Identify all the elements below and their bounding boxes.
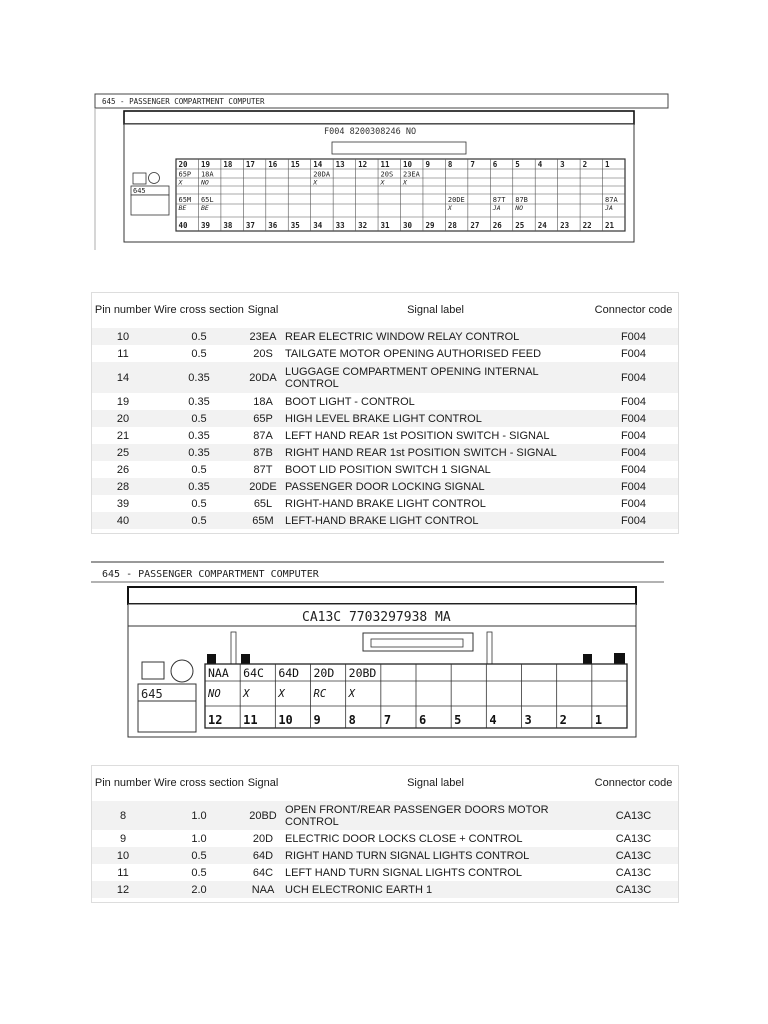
cell-pin: 12 <box>92 881 154 898</box>
diagram-title: 645 - PASSENGER COMPARTMENT COMPUTER <box>102 569 319 580</box>
cell-wire: 0.5 <box>154 328 244 345</box>
cell-code: F004 <box>589 444 678 461</box>
cell-wire: 0.35 <box>154 444 244 461</box>
pin-number: 1 <box>605 160 610 169</box>
diagram-title: 645 - PASSENGER COMPARTMENT COMPUTER <box>102 97 265 106</box>
pin-number: 34 <box>313 221 323 230</box>
cell-signal: 20S <box>253 347 273 360</box>
pin-number: 8 <box>447 160 453 169</box>
pin-grid <box>205 664 627 728</box>
pin-number: 22 <box>582 221 592 230</box>
cell-signal: 65L <box>253 497 273 510</box>
cell-wire: 0.5 <box>191 866 207 879</box>
pin-signal: 64D <box>278 666 300 680</box>
pin-number: 17 <box>245 160 255 169</box>
table-row <box>92 495 678 512</box>
connector-diagram-ca13c <box>0 555 768 745</box>
pin-signal: 65L <box>200 196 214 204</box>
cell-label: REAR ELECTRIC WINDOW RELAY CONTROL <box>282 328 589 345</box>
pin-signal: 20D <box>313 666 335 680</box>
cell-code: F004 <box>620 463 647 476</box>
table-row <box>92 847 678 864</box>
cell-label: HIGH LEVEL BRAKE LIGHT CONTROL <box>282 410 589 427</box>
pin-table-ca13c <box>91 765 679 903</box>
cell-label: LEFT HAND TURN SIGNAL LIGHTS CONTROL <box>285 866 522 879</box>
table-row <box>92 512 678 529</box>
pin-code: NO <box>515 204 524 212</box>
cell-label: RIGHT HAND REAR 1st POSITION SWITCH - SIGNAL <box>282 444 589 461</box>
pin-table <box>92 766 678 898</box>
cell-pin: 11 <box>117 866 129 879</box>
cell-signal: 20DA <box>244 362 282 393</box>
cell-wire: 0.35 <box>154 478 244 495</box>
cell-code: CA13C <box>615 832 652 845</box>
module-label: 645 <box>141 687 163 701</box>
pin-number: 12 <box>358 160 368 169</box>
cell-pin: 11 <box>117 347 129 360</box>
pin-number: 11 <box>243 713 258 727</box>
connector-label: F004 8200308246 NO <box>324 127 417 137</box>
cell-code: F004 <box>589 410 678 427</box>
header-pin-number: Pin number <box>94 777 152 789</box>
connector-diagram-f004 <box>0 0 768 260</box>
pin-number: 3 <box>524 713 532 727</box>
pin-number: 5 <box>515 160 520 169</box>
pin-code: X <box>380 178 385 187</box>
pin-number: 28 <box>447 221 457 230</box>
pin-signal: 20S <box>380 170 394 179</box>
table-row <box>92 362 678 393</box>
cell-signal: 18A <box>253 395 273 408</box>
pin-number: 19 <box>200 160 210 169</box>
table-row <box>92 830 678 847</box>
pin-code: NO <box>208 688 221 700</box>
pin-number: 24 <box>537 221 547 230</box>
header-wire-cross-section: Wire cross section <box>154 777 244 789</box>
cell-pin: 25 <box>92 444 154 461</box>
cell-pin: 28 <box>92 478 154 495</box>
cell-pin: 10 <box>92 328 154 345</box>
cell-code: F004 <box>589 328 678 345</box>
connector-label: CA13C 7703297938 MA <box>302 610 451 625</box>
header-connector-code: Connector code <box>594 777 673 789</box>
table-row <box>92 881 678 898</box>
pin-number: 25 <box>515 221 525 230</box>
pin-code: JA <box>492 204 501 212</box>
pin-code: JA <box>605 204 613 212</box>
pin-number: 21 <box>605 221 615 230</box>
cell-pin: 8 <box>92 801 154 830</box>
cell-label: TAILGATE MOTOR OPENING AUTHORISED FEED <box>285 347 542 360</box>
cell-signal: NAA <box>244 881 282 898</box>
cell-code: F004 <box>589 362 678 393</box>
pin-number: 2 <box>582 160 588 169</box>
cell-signal: 87T <box>253 463 273 476</box>
table-row <box>92 393 678 410</box>
pin-code: X <box>447 204 452 212</box>
cell-code: F004 <box>589 512 678 529</box>
pin-number: 7 <box>470 160 475 169</box>
pin-number: 11 <box>380 160 390 169</box>
pin-number: 39 <box>200 221 210 230</box>
pin-signal: 20DA <box>313 170 331 179</box>
pin-signal: 87A <box>605 196 618 204</box>
pin-number: 6 <box>492 160 498 169</box>
cell-signal: 23EA <box>244 328 282 345</box>
cell-wire: 2.0 <box>154 881 244 898</box>
pin-number: 9 <box>425 160 430 169</box>
cell-signal: 64D <box>244 847 282 864</box>
cell-label: BOOT LID POSITION SWITCH 1 SIGNAL <box>285 463 491 476</box>
cell-code: F004 <box>620 497 647 510</box>
cell-pin: 26 <box>116 463 130 476</box>
cell-wire: 1.0 <box>191 832 207 845</box>
pin-number: 18 <box>223 160 233 169</box>
table-row <box>92 864 678 881</box>
pin-signal: 20DE <box>447 196 465 204</box>
cell-label: BOOT LIGHT - CONTROL <box>285 395 415 408</box>
pin-number: 31 <box>380 221 390 230</box>
pin-number: 9 <box>313 713 321 727</box>
pin-number: 30 <box>403 221 413 230</box>
pin-number: 23 <box>560 221 570 230</box>
pin-signal: 87B <box>515 196 528 204</box>
pin-number: 3 <box>560 160 565 169</box>
table-row <box>92 345 678 362</box>
cell-code: CA13C <box>615 866 652 879</box>
pin-code: NO <box>200 178 209 187</box>
pin-code: RC <box>313 688 327 700</box>
cell-label: OPEN FRONT/REAR PASSENGER DOORS MOTOR CONTROL <box>282 801 589 830</box>
table-row <box>92 410 678 427</box>
pin-number: 10 <box>278 713 293 727</box>
cell-wire: 0.35 <box>188 429 210 442</box>
cell-code: F004 <box>620 395 647 408</box>
header-wire-cross-section: Wire cross section <box>154 304 244 316</box>
pin-number: 38 <box>223 221 233 230</box>
pin-number: 8 <box>348 713 356 727</box>
cell-label: PASSENGER DOOR LOCKING SIGNAL <box>282 478 589 495</box>
pin-number: 2 <box>559 713 567 727</box>
pin-signal: 65M <box>178 196 192 204</box>
cell-label: RIGHT HAND TURN SIGNAL LIGHTS CONTROL <box>282 847 589 864</box>
cell-pin: 20 <box>92 410 154 427</box>
cell-signal: 65M <box>244 512 282 529</box>
pin-signal: 18A <box>200 170 214 179</box>
cell-signal: 87B <box>244 444 282 461</box>
pin-number: 4 <box>537 160 543 169</box>
pin-code: X <box>313 178 318 187</box>
cell-wire: 0.5 <box>154 410 244 427</box>
cell-wire: 0.5 <box>191 463 207 476</box>
cell-code: F004 <box>620 347 647 360</box>
cell-signal: 20BD <box>244 801 282 830</box>
cell-label: ELECTRIC DOOR LOCKS CLOSE + CONTROL <box>285 832 523 845</box>
pin-number: 36 <box>268 221 278 230</box>
pin-number: 16 <box>268 160 278 169</box>
cell-pin: 21 <box>116 429 130 442</box>
cell-signal: 87A <box>253 429 273 442</box>
pin-signal: NAA <box>208 666 229 680</box>
pin-signal: 87T <box>492 196 506 204</box>
header-signal-label: Signal label <box>407 777 464 789</box>
pin-number: 13 <box>335 160 345 169</box>
pin-code: BE <box>178 204 187 212</box>
pin-number: 37 <box>245 221 255 230</box>
cell-pin: 10 <box>92 847 154 864</box>
cell-pin: 19 <box>116 395 130 408</box>
table-row <box>92 444 678 461</box>
pin-number: 10 <box>403 160 413 169</box>
cell-wire: 1.0 <box>154 801 244 830</box>
table-row <box>92 427 678 444</box>
pin-code: BE <box>200 204 209 212</box>
table-row <box>92 801 678 830</box>
cell-signal: 20D <box>252 832 274 845</box>
table-row <box>92 328 678 345</box>
pin-number: 7 <box>383 713 392 727</box>
cell-label: LEFT HAND REAR 1st POSITION SWITCH - SIGNAL <box>285 429 550 442</box>
pin-number: 12 <box>208 713 223 727</box>
cell-label: RIGHT-HAND BRAKE LIGHT CONTROL <box>285 497 486 510</box>
cell-code: F004 <box>589 478 678 495</box>
cell-pin: 14 <box>92 362 154 393</box>
pin-table-f004 <box>91 292 679 534</box>
cell-signal: 64C <box>252 866 274 879</box>
cell-signal: 65P <box>244 410 282 427</box>
pin-number: 4 <box>489 713 497 727</box>
table-row <box>92 461 678 478</box>
pin-signal: 20BD <box>348 666 377 680</box>
pin-code: X <box>278 688 285 700</box>
pin-code: X <box>348 688 355 700</box>
cell-code: CA13C <box>589 847 678 864</box>
pin-number: 15 <box>290 160 300 169</box>
cell-code: CA13C <box>589 801 678 830</box>
header-signal: Signal <box>247 777 279 789</box>
pin-number: 14 <box>313 160 323 169</box>
cell-wire: 0.5 <box>191 347 207 360</box>
pin-number: 5 <box>454 713 462 727</box>
pin-number: 27 <box>470 221 480 230</box>
pin-signal: 23EA <box>403 170 420 179</box>
cell-wire: 0.35 <box>188 395 210 408</box>
cell-label: LUGGAGE COMPARTMENT OPENING INTERNAL CONTROL <box>282 362 589 393</box>
cell-pin: 40 <box>92 512 154 529</box>
header-connector-code: Connector code <box>594 304 673 316</box>
pin-code: X <box>243 688 250 700</box>
cell-wire: 0.5 <box>154 512 244 529</box>
table-row <box>92 478 678 495</box>
pin-code: X <box>178 178 183 187</box>
module-label: 645 <box>133 187 146 195</box>
cell-pin: 39 <box>116 497 130 510</box>
pin-number: 32 <box>358 221 368 230</box>
pin-number: 1 <box>594 713 603 727</box>
header-signal: Signal <box>247 304 279 316</box>
pin-number: 35 <box>290 221 300 230</box>
cell-code: F004 <box>620 429 647 442</box>
cell-code: CA13C <box>589 881 678 898</box>
pin-code: X <box>403 178 407 187</box>
pin-grid <box>176 159 625 231</box>
header-signal-label: Signal label <box>407 304 464 316</box>
cell-label: LEFT-HAND BRAKE LIGHT CONTROL <box>282 512 589 529</box>
pin-number: 20 <box>178 160 188 169</box>
cell-wire: 0.5 <box>191 497 207 510</box>
cell-label: UCH ELECTRONIC EARTH 1 <box>282 881 589 898</box>
cell-pin: 9 <box>119 832 127 845</box>
pin-number: 6 <box>419 713 427 727</box>
pin-number: 33 <box>335 221 345 230</box>
pin-number: 29 <box>425 221 435 230</box>
pin-number: 40 <box>178 221 188 230</box>
pin-number: 26 <box>492 221 502 230</box>
pin-signal: 65P <box>178 170 192 179</box>
cell-signal: 20DE <box>244 478 282 495</box>
cell-wire: 0.35 <box>154 362 244 393</box>
pin-table <box>92 293 678 529</box>
header-pin-number: Pin number <box>94 304 152 316</box>
pin-signal: 64C <box>243 666 264 680</box>
cell-wire: 0.5 <box>154 847 244 864</box>
